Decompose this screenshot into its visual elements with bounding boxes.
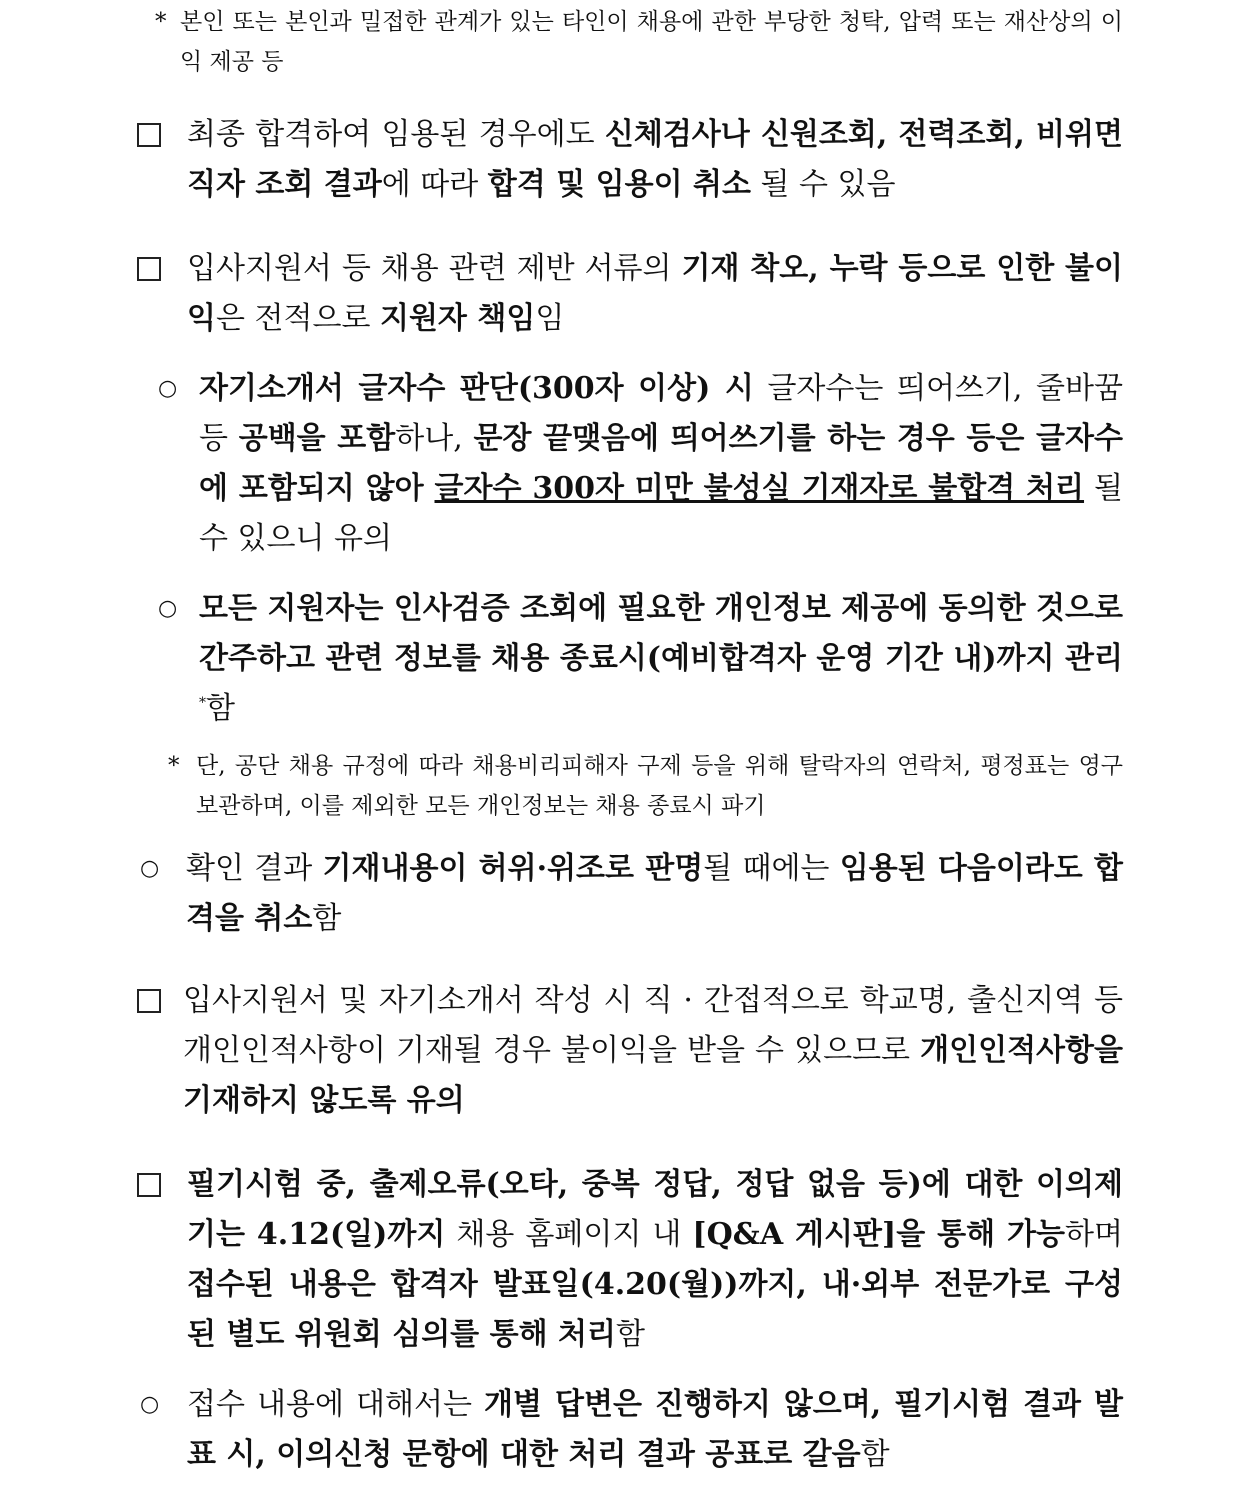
bold-text: 문장 끝맺음에 띄어쓰기를 하는 경우 등은 글자수에 포함되지 않아 <box>199 421 1123 506</box>
checkbox-square <box>137 123 161 147</box>
text: 될 수 있으니 유의 <box>199 471 1123 556</box>
underlined-text: 글자수 300자 미만 불성실 기재자로 불합격 처리 <box>434 471 1085 506</box>
subsection-text <box>187 1380 1123 1480</box>
section-text <box>187 110 1123 210</box>
text: 함 <box>860 1437 890 1472</box>
bold-text: 필기시험 중, 출제오류(오타, 중복 정답, 정답 없음 등)에 대한 이의제기는 4.12(일)까지 <box>187 1167 1123 1252</box>
text: 입사지원서 등 채용 관련 제반 서류의 <box>187 251 682 286</box>
bold-text: 개별 답변은 진행하지 않으며, 필기시험 결과 발표 시, 이의신청 문항에 대한 처리 결과 공표로 갈음 <box>187 1387 1123 1472</box>
text: 하나, <box>395 421 474 456</box>
text: 확인 결과 <box>186 851 323 886</box>
section-personal-details <box>135 976 1123 1126</box>
note-2 <box>168 746 1123 826</box>
bold-text: 모든 지원자는 인사검증 조회에 필요한 개인정보 제공에 동의한 것으로 간주하고 관련 정보를 채용 종료시(예비합격자 운영 기간 내)까지 관리 <box>199 591 1123 676</box>
text: 채용 홈페이지 내 <box>445 1217 693 1252</box>
bold-text: 합격 및 임용이 취소 <box>487 167 751 202</box>
text: 임 <box>535 301 565 336</box>
section-documents <box>135 244 1123 344</box>
text: 접수 내용에 대해서는 <box>187 1387 485 1422</box>
bold-text: 공백을 포함 <box>238 421 396 456</box>
bold-text: 자기소개서 글자수 판단(300자 이상) 시 <box>199 371 754 406</box>
subsection-text <box>199 364 1123 564</box>
circle-bullet: ○ <box>140 856 160 881</box>
circle-bullet: ○ <box>158 596 178 621</box>
section-final-appointment <box>135 110 1123 210</box>
note-bullet: * <box>155 9 167 35</box>
text: 최종 합격하여 임용된 경우에도 <box>187 117 605 152</box>
checkbox-square <box>137 989 161 1013</box>
text: 함 <box>615 1317 645 1352</box>
section-text <box>183 976 1123 1126</box>
bold-text: 접수된 내용은 합격자 발표일(4.20(월))까지, 내·외부 전문가로 구성된 별도 위원회 심의를 통해 처리 <box>187 1267 1123 1352</box>
text: 함 <box>206 691 235 726</box>
text: 함 <box>312 901 342 936</box>
section-text <box>187 244 1123 344</box>
subsection-personal-info <box>158 584 1123 734</box>
note-1-text: 본인 또는 본인과 밀접한 관계가 있는 타인이 채용에 관한 부당한 청탁, 압력 또는 재산상의 이익 제공 등 <box>180 9 1123 75</box>
bold-text: [Q&A 게시판]을 통해 가능 <box>692 1217 1066 1252</box>
note-1 <box>155 2 1123 82</box>
section-text <box>187 1160 1123 1360</box>
text: 은 전적으로 <box>215 301 380 336</box>
text: 하며 <box>1065 1217 1123 1252</box>
subsection-cover-letter-length <box>158 364 1123 564</box>
section-written-exam-objection <box>135 1160 1123 1360</box>
subsection-text <box>199 584 1123 734</box>
bold-text: 개인인적사항을 기재하지 않도록 유의 <box>183 1033 1123 1118</box>
checkbox-square <box>137 1173 161 1197</box>
subsection-objection-response <box>140 1380 1123 1480</box>
text: 에 따라 <box>381 167 488 202</box>
text: 입사지원서 및 자기소개서 작성 시 직 · 간접적으로 학교명, 출신지역 등 개인인적사항이 기재될 경우 불이익을 받을 수 있으므로 <box>183 983 1123 1068</box>
text: 될 수 있음 <box>750 167 896 202</box>
text: 글자수는 띄어쓰기, 줄바꿈 등 <box>199 371 1123 456</box>
note-bullet: * <box>168 753 180 779</box>
circle-bullet: ○ <box>140 1392 160 1417</box>
bold-text: 임용된 다음이라도 합격을 취소 <box>186 851 1123 936</box>
bold-text: 기재내용이 허위·위조로 판명 <box>322 851 704 886</box>
footnote-mark: * <box>199 695 206 711</box>
checkbox-square <box>137 257 161 281</box>
note-2-text: 단, 공단 채용 규정에 따라 채용비리피해자 구제 등을 위해 탈락자의 연락처, 평정표는 영구 보관하며, 이를 제외한 모든 개인정보는 채용 종료시 파기 <box>196 753 1123 819</box>
bold-text: 신체검사나 신원조회, 전력조회, 비위면직자 조회 결과 <box>187 117 1123 202</box>
subsection-text <box>186 844 1123 944</box>
circle-bullet: ○ <box>158 376 178 401</box>
bold-text: 기재 착오, 누락 등으로 인한 불이익 <box>187 251 1123 336</box>
bold-text: 지원자 책임 <box>379 301 536 336</box>
subsection-false-statement <box>140 844 1123 944</box>
text: 될 때에는 <box>703 851 840 886</box>
